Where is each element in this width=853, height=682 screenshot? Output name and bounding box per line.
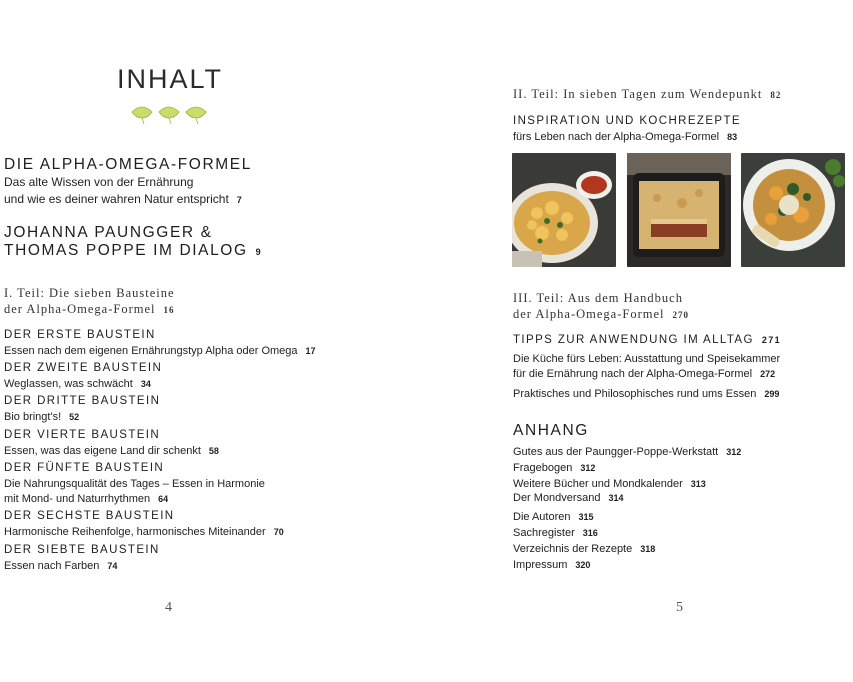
- baustein-heading: DER DRITTE BAUSTEIN: [4, 395, 161, 407]
- page-number-right: 5: [676, 600, 683, 615]
- baustein-text: Die Nahrungsqualität des Tages – Essen in Harmonie: [4, 478, 265, 490]
- anhang-item: Fragebogen 312: [513, 462, 596, 474]
- baustein-text: Bio bringt's! 52: [4, 411, 80, 423]
- section-heading-formel: DIE ALPHA-OMEGA-FORMEL: [4, 156, 252, 173]
- anhang-item: Gutes aus der Paungger-Poppe-Werkstatt 312: [513, 446, 742, 458]
- baustein-text: mit Mond- und Naturrhythmen 64: [4, 493, 169, 505]
- page-title: INHALT: [116, 64, 223, 94]
- inspiration-heading: INSPIRATION UND KOCHREZEPTE: [513, 115, 741, 127]
- page-ref: 9: [255, 247, 263, 257]
- section-heading-dialog-1: JOHANNA PAUNGGER &: [4, 224, 213, 241]
- formel-text-2: und wie es deiner wahren Natur entspricht 7: [4, 192, 242, 206]
- anhang-item: Der Mondversand 314: [513, 492, 624, 504]
- anhang-item: Weitere Bücher und Mondkalender 313: [513, 478, 706, 490]
- section-heading-dialog-2: THOMAS POPPE IM DIALOG 9: [4, 242, 263, 259]
- food-photo-pan: [512, 153, 616, 267]
- baustein-heading: DER ZWEITE BAUSTEIN: [4, 362, 163, 374]
- page-number-left: 4: [165, 600, 172, 615]
- page-ref: 16: [163, 305, 175, 315]
- anhang-item: Sachregister 316: [513, 527, 598, 539]
- part1-label-2: der Alpha-Omega-Formel 16: [4, 302, 175, 316]
- baustein-heading: DER VIERTE BAUSTEIN: [4, 429, 161, 441]
- baustein-text: Weglassen, was schwächt 34: [4, 378, 151, 390]
- baustein-text: Essen nach dem eigenen Ernährungstyp Alpha oder Omega 17: [4, 345, 316, 357]
- baustein-heading: DER FÜNFTE BAUSTEIN: [4, 462, 165, 474]
- tipps-text-1: Die Küche fürs Leben: Ausstattung und Speisekammer: [513, 353, 781, 365]
- baustein-heading: DER SIEBTE BAUSTEIN: [4, 544, 160, 556]
- anhang-item: Verzeichnis der Rezepte 318: [513, 543, 656, 555]
- page-ref: 7: [236, 195, 242, 205]
- anhang-item: Die Autoren 315: [513, 511, 594, 523]
- part1-label-1: I. Teil: Die sieben Bausteine: [4, 286, 175, 300]
- tipps-text-3: Praktisches und Philosophisches rund ums Essen 299: [513, 388, 780, 400]
- formel-text-1: Das alte Wissen von der Ernährung: [4, 175, 194, 189]
- inspiration-text: fürs Leben nach der Alpha-Omega-Formel 83: [513, 131, 738, 143]
- page-ref: 82: [770, 90, 782, 100]
- part3-label-2: der Alpha-Omega-Formel 270: [513, 307, 689, 321]
- baustein-text: Essen nach Farben 74: [4, 560, 118, 572]
- anhang-item: Impressum 320: [513, 559, 591, 571]
- food-photo-casserole: [627, 153, 731, 267]
- baustein-heading: DER SECHSTE BAUSTEIN: [4, 510, 175, 522]
- anhang-heading: ANHANG: [513, 422, 589, 439]
- baustein-heading: DER ERSTE BAUSTEIN: [4, 329, 156, 341]
- part2-label: II. Teil: In sieben Tagen zum Wendepunkt 82: [513, 87, 782, 101]
- ginkgo-leaves-icon: [128, 104, 212, 126]
- page-ref: 270: [672, 310, 689, 320]
- food-photo-salad: [741, 153, 845, 267]
- page-ref: 271: [761, 335, 782, 345]
- part3-label-1: III. Teil: Aus dem Handbuch: [513, 291, 683, 305]
- baustein-text: Essen, was das eigene Land dir schenkt 58: [4, 445, 219, 457]
- tipps-heading: TIPPS ZUR ANWENDUNG IM ALLTAG 271: [513, 334, 782, 346]
- tipps-text-2: für die Ernährung nach der Alpha-Omega-Formel 272: [513, 368, 776, 380]
- baustein-text: Harmonische Reihenfolge, harmonisches Miteinander 70: [4, 526, 284, 538]
